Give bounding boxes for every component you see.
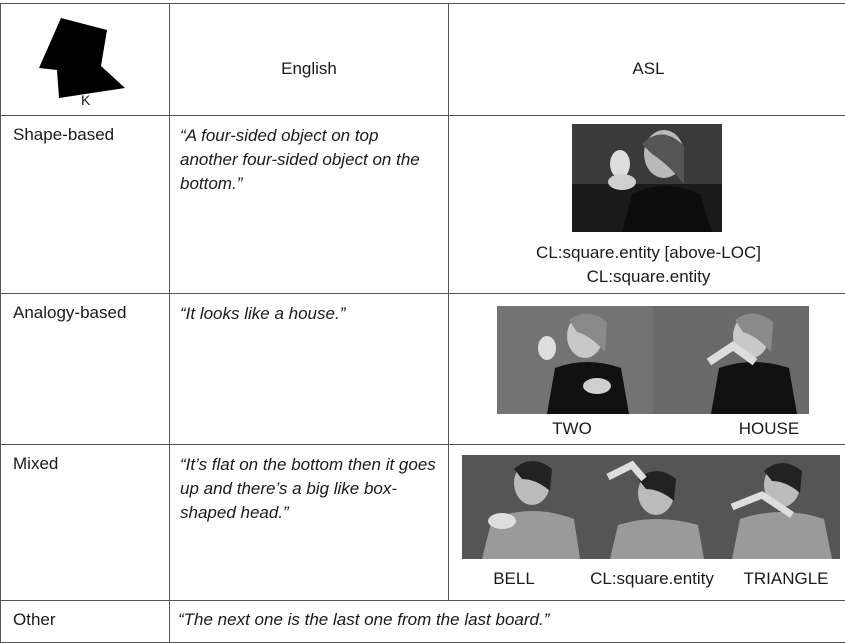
asl-gloss: CL:square.entity [567,569,737,589]
stimulus-cell [1,4,170,116]
asl-photo [712,455,840,559]
row-category: Analogy-based [1,294,169,323]
header-asl-cell [449,4,845,116]
header-english-cell [170,4,449,116]
table-row [1,294,845,445]
asl-gloss: TWO [527,419,617,439]
row-category: Mixed [1,445,169,474]
english-response: “It looks like a house.” [170,294,448,326]
asl-photo [572,124,722,232]
asl-photo [584,455,712,559]
asl-gloss: CL:square.entity [449,267,845,287]
row-category: Shape-based [1,116,169,145]
english-response: “It’s flat on the bottom then it goes up and there’s a big like box-shaped head.” [170,445,448,525]
row-category: Other [1,601,169,630]
english-response: “A four-sided object on top another four-sided object on the bottom.” [170,116,448,196]
asl-photo [497,306,653,414]
column-header-asl: ASL [449,4,845,79]
asl-gloss: BELL [469,569,559,589]
column-header-english: English [170,4,448,79]
asl-photo [653,306,809,414]
table-row [1,601,845,643]
asl-gloss: TRIANGLE [731,569,841,589]
stimulus-shape-icon [39,18,129,98]
asl-gloss: HOUSE [724,419,814,439]
table-row [1,116,845,294]
asl-gloss: CL:square.entity [above-LOC] [449,243,845,263]
stimulus-label: K [81,92,90,108]
asl-photo [462,455,584,559]
table-row [1,445,845,601]
results-table [0,3,845,643]
english-response: “The next one is the last one from the last board.” [170,601,845,630]
header-row [1,4,845,116]
